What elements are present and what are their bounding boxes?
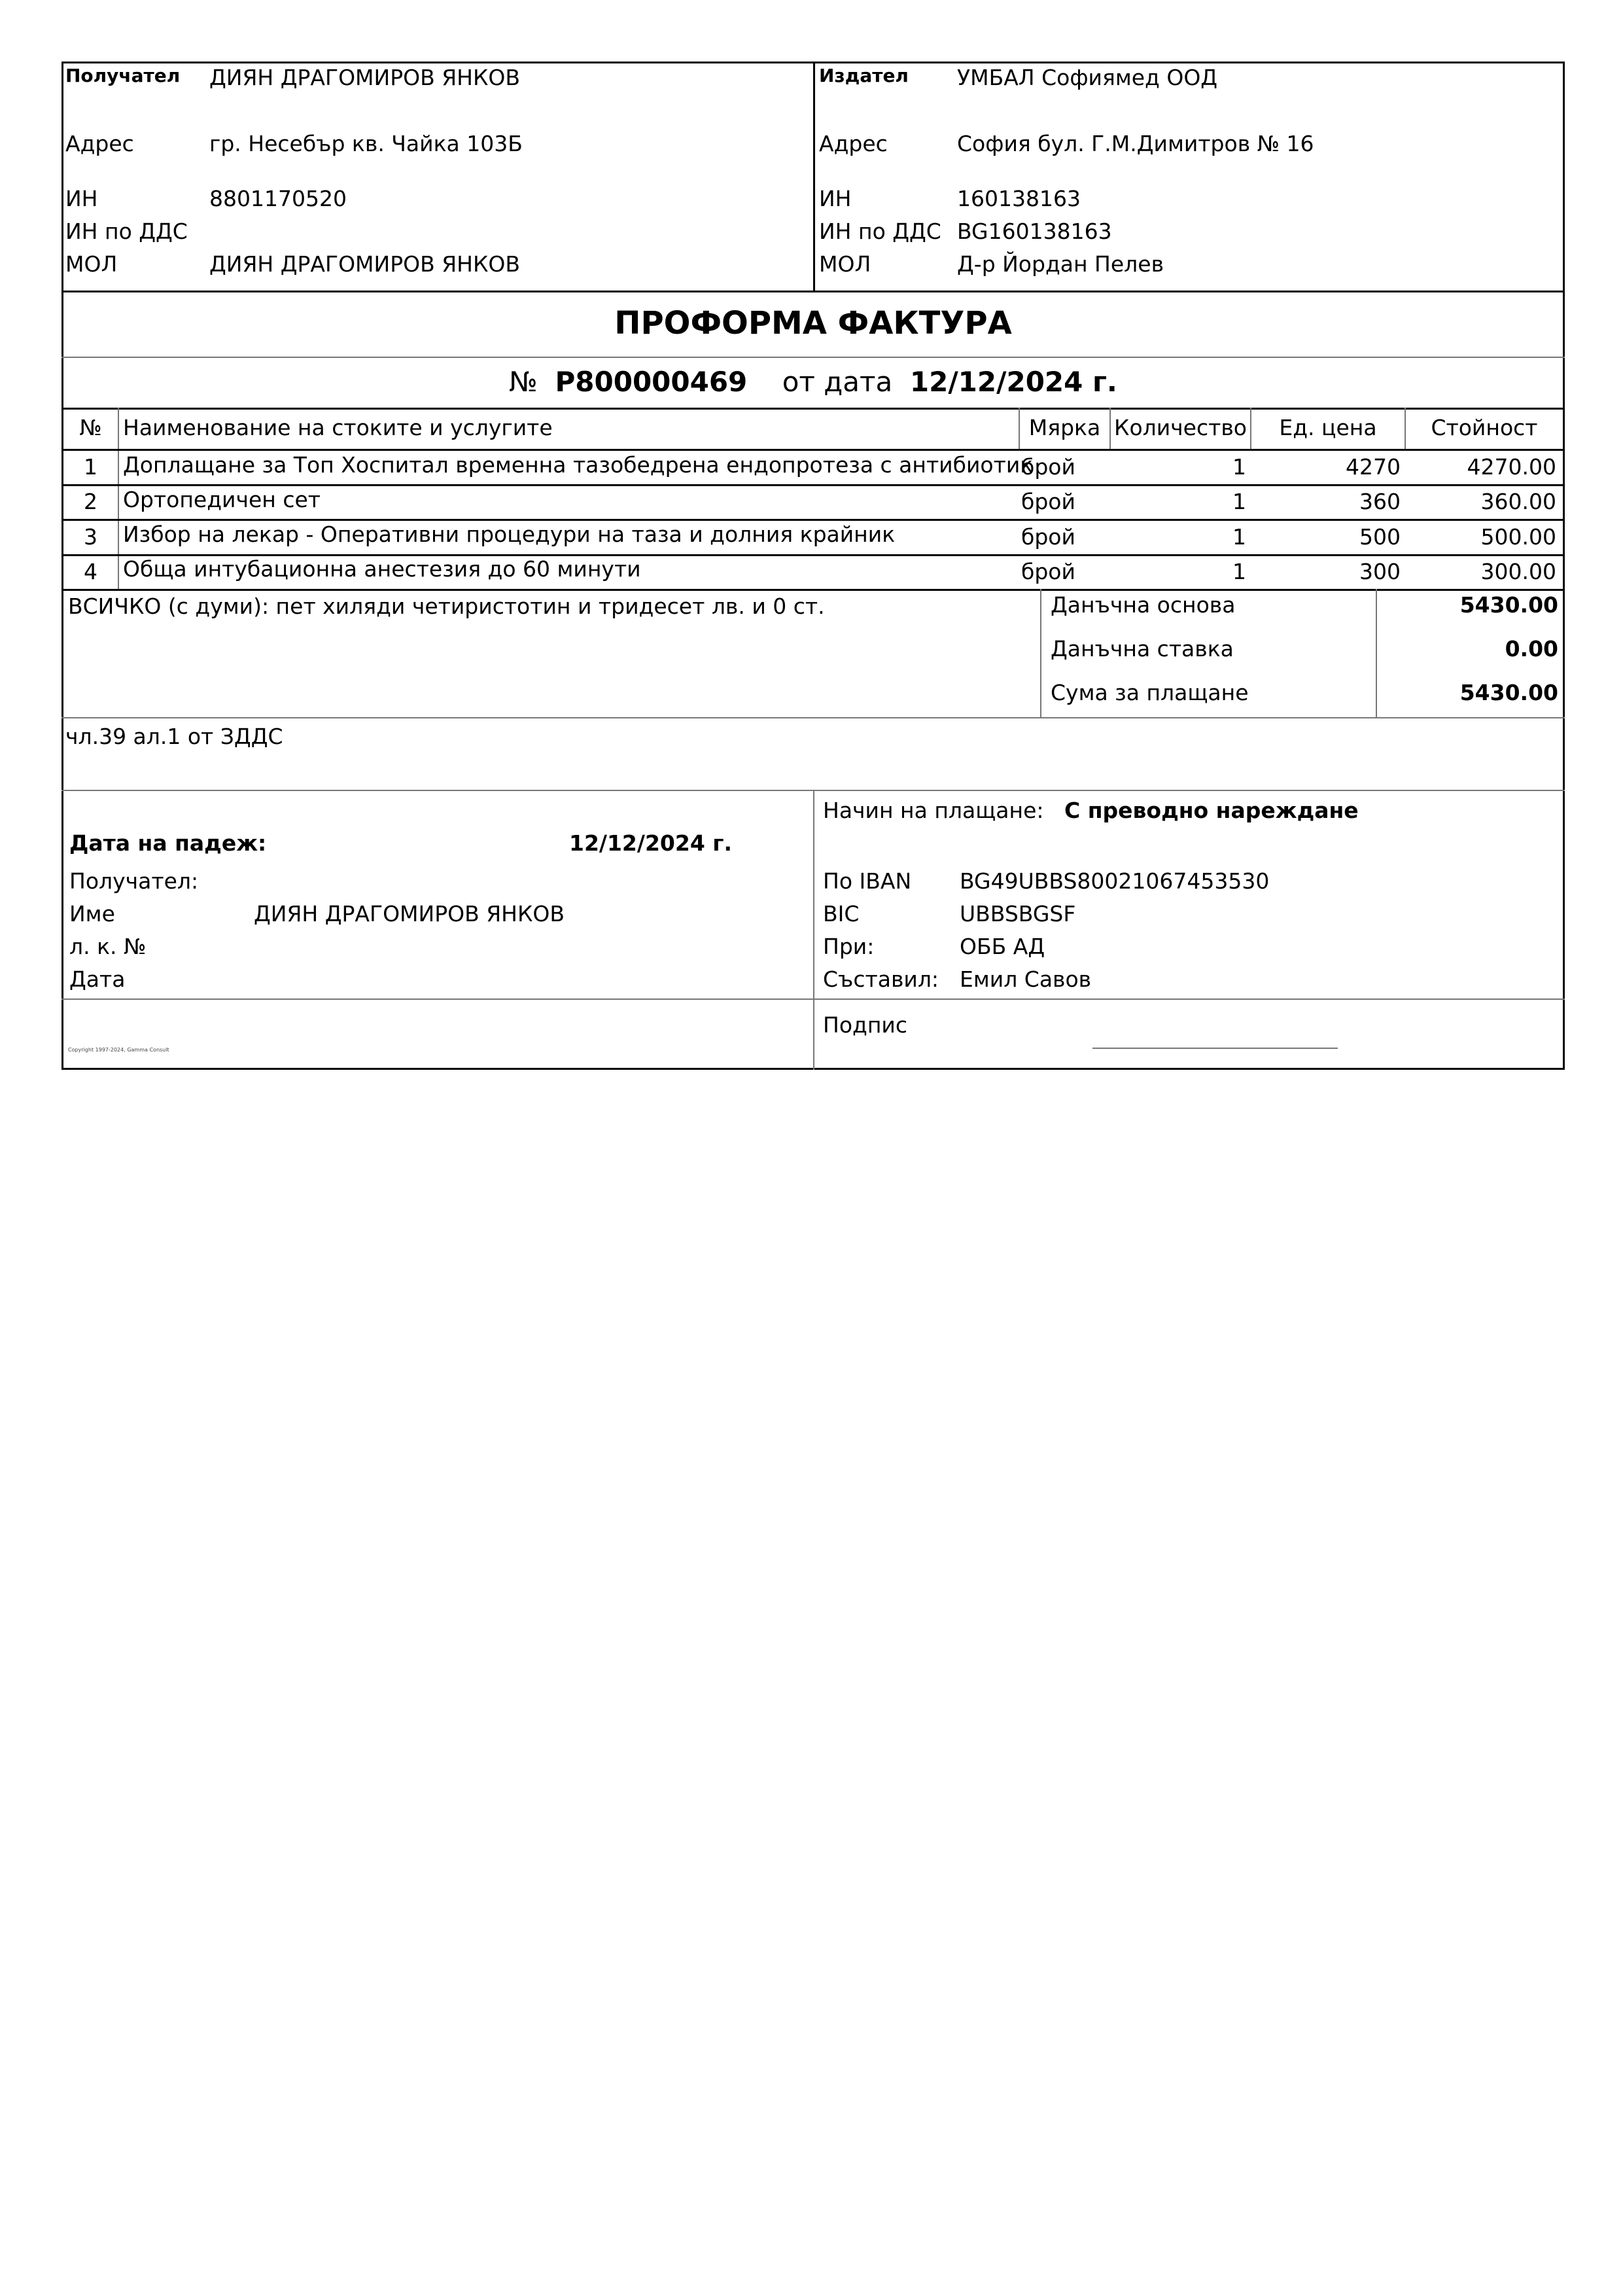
issuer-id: 160138163 — [957, 186, 1081, 211]
issuer-mol: Д-р Йордан Пелев — [957, 251, 1164, 277]
row-total: 4270.00 — [1467, 454, 1556, 480]
row-no: 1 — [84, 454, 97, 480]
row-unit: брой — [1021, 454, 1075, 480]
row-qty: 1 — [1232, 524, 1246, 550]
recipient-label: Получател — [65, 65, 181, 86]
row-price: 500 — [1359, 524, 1401, 550]
issuer-vat: BG160138163 — [957, 219, 1112, 244]
recipient-id-label: ИН — [65, 186, 98, 211]
receiver-name: ДИЯН ДРАГОМИРОВ ЯНКОВ — [254, 901, 565, 927]
payment-bottom-line — [61, 998, 1565, 1000]
row-line-2 — [61, 519, 1565, 521]
row-name: Доплащане за Топ Хоспитал временна тазобедрена ендопротеза с антибиотик — [123, 452, 1034, 478]
header-unit: Мярка — [1028, 415, 1101, 440]
bic-value: UBBSBGSF — [960, 901, 1076, 927]
row-total: 500.00 — [1480, 524, 1556, 550]
frame-right — [1563, 62, 1565, 1070]
number-bottom-line — [61, 408, 1565, 410]
col-line-no — [118, 408, 119, 590]
document-number: P800000469 — [555, 366, 748, 398]
row-qty: 1 — [1232, 559, 1246, 584]
row-price: 300 — [1359, 559, 1401, 584]
row-total: 300.00 — [1480, 559, 1556, 584]
recipient-mol: ДИЯН ДРАГОМИРОВ ЯНКОВ — [209, 251, 521, 277]
number-prefix: № — [509, 366, 538, 398]
row-total: 360.00 — [1480, 489, 1556, 514]
table-header-bottom — [61, 449, 1565, 451]
due-date-value: 12/12/2024 г. — [569, 830, 733, 856]
copyright: Copyright 1997-2024, Gamma Consult — [68, 1047, 169, 1053]
row-name: Обща интубационна анестезия до 60 минути — [123, 556, 641, 582]
row-no: 3 — [84, 524, 97, 550]
payment-method-label: Начин на плащане: — [823, 798, 1044, 823]
due-date-label: Дата на падеж: — [69, 830, 267, 856]
recipient-vat-label: ИН по ДДС — [65, 219, 188, 244]
payment-divider — [813, 790, 814, 1070]
tax-base-value: 5430.00 — [1459, 592, 1558, 618]
row-price: 360 — [1359, 489, 1401, 514]
recipient-name: ДИЯН ДРАГОМИРОВ ЯНКОВ — [209, 65, 521, 90]
signature-line — [1092, 1048, 1338, 1049]
title-bottom-line — [61, 357, 1565, 358]
row-no: 4 — [84, 559, 97, 584]
composed-label: Съставил: — [823, 966, 939, 992]
row-name: Ортопедичен сет — [123, 487, 321, 512]
totals-value-divider — [1376, 589, 1377, 718]
row-qty: 1 — [1232, 489, 1246, 514]
date-prefix: от дата — [782, 366, 893, 398]
row-price: 4270 — [1346, 454, 1401, 480]
payable-value: 5430.00 — [1459, 680, 1558, 705]
header-bottom-line — [61, 291, 1565, 292]
totals-bottom-line — [61, 717, 1565, 718]
payment-method: С преводно нареждане — [1064, 798, 1359, 823]
header-price: Ед. цена — [1279, 415, 1377, 440]
issuer-mol-label: МОЛ — [819, 251, 871, 277]
issuer-label: Издател — [819, 65, 909, 86]
document-number-line — [61, 368, 1565, 396]
document-title: ПРОФОРМА ФАКТУРА — [614, 305, 1012, 342]
document-date: 12/12/2024 г. — [909, 366, 1117, 398]
bic-label: BIC — [823, 901, 860, 927]
header-name: Наименование на стоките и услугите — [123, 415, 553, 440]
iban-label: По IBAN — [823, 868, 912, 894]
legal-note: чл.39 ал.1 от ЗДДС — [65, 724, 283, 749]
bank-label: При: — [823, 934, 875, 959]
iban-value: BG49UBBS80021067453530 — [960, 868, 1270, 894]
bank-value: ОББ АД — [960, 934, 1045, 959]
recipient-address-label: Адрес — [65, 131, 134, 156]
receiver-label: Получател: — [69, 868, 199, 894]
row-line-1 — [61, 484, 1565, 486]
row-unit: брой — [1021, 489, 1075, 514]
header-no: № — [79, 415, 102, 440]
row-name: Избор на лекар - Оперативни процедури на таза и долния крайник — [123, 521, 896, 547]
recipient-mol-label: МОЛ — [65, 251, 118, 277]
tax-base-label: Данъчна основа — [1051, 592, 1236, 618]
row-line-4 — [61, 589, 1565, 591]
signature-label: Подпис — [823, 1012, 907, 1038]
receive-date-label: Дата — [69, 966, 126, 992]
tax-rate-value: 0.00 — [1505, 636, 1558, 662]
payable-label: Сума за плащане — [1051, 680, 1249, 705]
header-qty: Количество — [1114, 415, 1247, 440]
row-unit: брой — [1021, 524, 1075, 550]
idcard-label: л. к. № — [69, 934, 147, 959]
totals-divider — [1040, 589, 1041, 718]
row-no: 2 — [84, 489, 97, 514]
row-unit: брой — [1021, 559, 1075, 584]
issuer-address-label: Адрес — [819, 131, 888, 156]
header-total: Стойност — [1431, 415, 1538, 440]
receiver-name-label: Име — [69, 901, 115, 927]
header-divider — [813, 62, 815, 291]
issuer-name: УМБАЛ Софиямед ООД — [957, 65, 1218, 90]
composed-value: Емил Савов — [960, 966, 1092, 992]
recipient-id: 8801170520 — [209, 186, 347, 211]
issuer-address: София бул. Г.М.Димитров № 16 — [957, 131, 1314, 156]
amount-in-words: ВСИЧКО (с думи): пет хиляди четиристотин и тридесет лв. и 0 ст. — [68, 593, 825, 619]
issuer-vat-label: ИН по ДДС — [819, 219, 941, 244]
tax-rate-label: Данъчна ставка — [1051, 636, 1234, 662]
row-qty: 1 — [1232, 454, 1246, 480]
recipient-address: гр. Несебър кв. Чайка 103Б — [209, 131, 523, 156]
issuer-id-label: ИН — [819, 186, 852, 211]
